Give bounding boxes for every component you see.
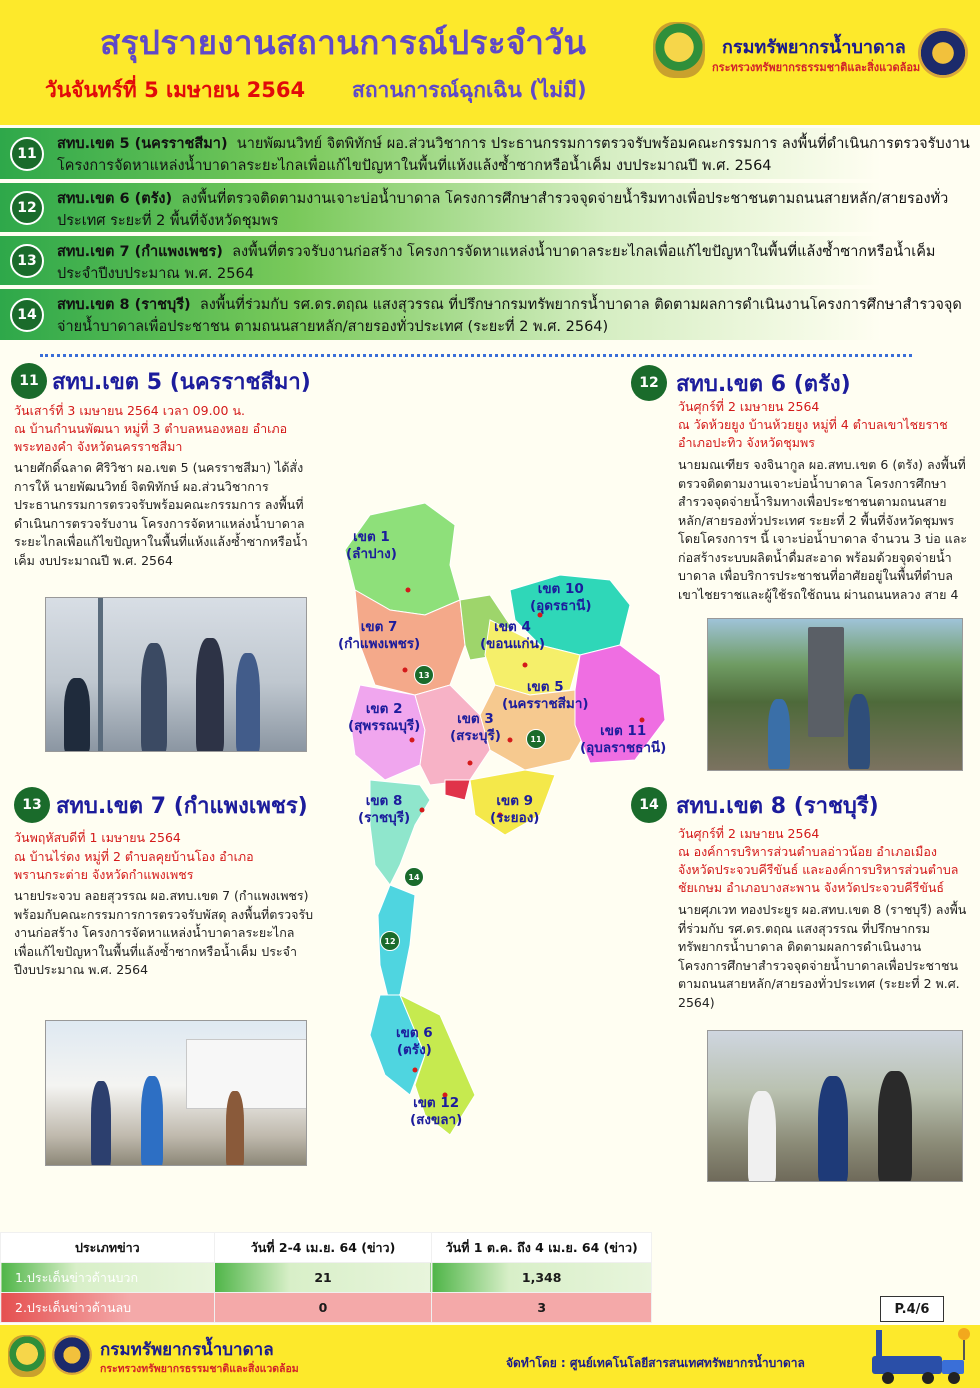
zone-label (346, 529, 397, 563)
department-seal-icon (653, 22, 705, 78)
column-header: วันที่ 1 ต.ค. ถึง 4 เม.ย. 64 (ข่าว) (432, 1233, 652, 1263)
thailand-region-map (330, 495, 670, 1155)
drill-rig (808, 627, 844, 737)
department-name: กรมทรัพยากรน้ำบาดาล (722, 37, 906, 58)
page-number: P.4/6 (880, 1296, 944, 1322)
section-place: ณ องค์การบริหารส่วนตำบลอ่าวน้อย อำเภอเมืองจังหวัดประจวบคีรีขันธ์ และองค์การบริหารส่วนตำบลชัยเกษม อำเภอบางสะพาน จังหวัดประจวบคีรีขันธ์ (678, 844, 959, 895)
section-date: วันศุกร์ที่ 2 เมษายน 2564 (678, 399, 820, 414)
column-header: ประเภทข่าว (1, 1233, 215, 1263)
ministry-emblem-icon (918, 28, 968, 78)
table-row (1, 1263, 652, 1293)
news-category: 1.ประเด็นข่าวด้านบวก (1, 1263, 215, 1293)
section-number-badge: 11 (11, 363, 47, 399)
person-figure (878, 1071, 912, 1182)
person-figure (141, 1076, 163, 1166)
summary-item (0, 236, 980, 285)
zone-name: (อุดรธานี) (530, 598, 592, 614)
summary-text (57, 133, 972, 177)
summary-detail: ลงพื้นที่ตรวจรับงานก่อสร้าง โครงการจัดหาแหล่งน้ำบาดาลระยะไกลเพื่อแก้ไขปัญหาในพื้นที่แล้งซ้ำซากหรือน้ำเค็ม ประจำปีงบประมาณ พ.ศ. 2564 (57, 244, 936, 282)
report-title: สรุปรายงานสถานการณ์ประจำวัน (100, 23, 587, 62)
summary-text (57, 241, 972, 285)
summary-item (0, 183, 980, 232)
section-body: นายศักดิ์ฉลาด ศิริวิชา ผอ.เขต 5 (นครราชสีมา) ได้สั่งการให้ นายพัฒนวิทย์ จิตพิทักษ์ ผอ.ส่วนวิชาการ ประธานกรรมการตรวจรับพร้อมคณะกรรมการ ลงพื้นที่ดำเนินการตรวจรับงาน โครงการจัดหาแหล่งน้ำบาดาลระยะไกลเพื่อแก้ไขปัญหาในพื้นที่แห้งแล้งซ้ำซากหรือน้ำเค็ม งบประมาณปี พ.ศ. 2564 (14, 460, 308, 568)
zone-label (338, 619, 420, 653)
person-figure (64, 678, 90, 752)
province-dot (523, 663, 528, 668)
zone-label (480, 619, 545, 653)
zone-name: (ขอนแก่น) (480, 636, 546, 652)
news-count-recent: 21 (214, 1263, 432, 1293)
zone-label (358, 793, 410, 827)
news-count-total: 1,348 (432, 1263, 652, 1293)
table-header-row (1, 1233, 652, 1263)
department-seal-icon (8, 1335, 46, 1377)
field-photo (45, 1020, 307, 1166)
zone-name: (กำแพงเพชร) (338, 636, 421, 652)
person-figure (818, 1076, 848, 1182)
field-photo (707, 618, 963, 771)
table-row (1, 1293, 652, 1323)
section-place: ณ บ้านไร่ดง หมู่ที่ 2 ตำบลคุยบ้านโอง อำเภอพรานกระต่าย จังหวัดกำแพงเพชร (14, 849, 254, 882)
person-figure (848, 694, 870, 769)
news-count-total: 3 (432, 1293, 652, 1323)
zone-label (410, 1095, 462, 1129)
summary-number-badge: 14 (10, 298, 44, 332)
zone-name: (ราชบุรี) (358, 810, 411, 826)
zone-number: เขต 6 (396, 1025, 433, 1041)
section-number-badge: 13 (14, 787, 50, 823)
zone-label (502, 679, 589, 713)
zone-name: (สระบุรี) (450, 728, 501, 744)
zone-name: (ลำปาง) (346, 546, 397, 562)
section-title: สทบ.เขต 5 (นครราชสีมา) (52, 370, 311, 395)
summary-office: สทบ.เขต 6 (ตรัง) (57, 191, 173, 207)
zone-number: เขต 5 (526, 679, 564, 695)
zone-number: เขต 2 (365, 701, 403, 717)
province-dot (508, 738, 513, 743)
summary-number-badge: 13 (10, 244, 44, 278)
summary-number-badge: 11 (10, 137, 44, 171)
person-figure (768, 699, 790, 769)
summary-detail: นายพัฒนวิทย์ จิตพิทักษ์ ผอ.ส่วนวิชาการ ประธานกรรมการตรวจรับพร้อมคณะกรรมการ ลงพื้นที่ดำเนินการตรวจรับงาน โครงการจัดหาแหล่งน้ำบาดาลระยะไกลเพื่อแก้ไขปัญหาในพื้นที่แห้งแล้งซ้ำซากหรือน้ำเค็ม งบประมาณปี พ.ศ. 2564 (57, 136, 970, 174)
footer-ministry-name: กระทรวงทรัพยากรธรรมชาติและสิ่งแวดล้อม (100, 1363, 299, 1375)
summary-text (57, 188, 972, 232)
person-figure (91, 1081, 111, 1166)
zone-name: (ระยอง) (490, 810, 540, 826)
zone-number: เขต 3 (457, 711, 494, 727)
zone-number: เขต 9 (496, 793, 534, 809)
section-number-badge: 12 (631, 365, 667, 401)
emergency-status: สถานการณ์ฉุกเฉิน (ไม่มี) (352, 78, 587, 102)
section-body: นายมณเฑียร จงจินากูล ผอ.สทบ.เขต 6 (ตรัง) ลงพื้นที่ตรวจติดตามงานเจาะบ่อน้ำบาดาล โครงการศึกษาสำรวจจุดจ่ายน้ำริมทางเพื่อประชาชนตามถนนสายหลัก/สายรองทั่วประเทศ ระยะที่ 2 พื้นที่จังหวัดชุมพร โดยโครงการฯ นี้ เจาะบ่อน้ำบาดาล จำนวน 3 บ่อ และก่อสร้างระบบผลิตน้ำดื่มสะอาด พร้อมด้วยจุดจ่ายน้ำบาดาล เพื่อบริการประชาชนที่อาศัยอยู่ในพื้นที่ตำบลเขาไชยราชและผู้ใช้รถใช้ถนน ผ่านถนนหลวง สาย 4 (678, 457, 968, 602)
province-dot (413, 1068, 418, 1073)
section-divider (40, 354, 912, 357)
summary-item (0, 289, 980, 340)
report-date: วันจันทร์ที่ 5 เมษายน 2564 (45, 78, 306, 102)
person-figure (141, 643, 167, 752)
section-date: วันศุกร์ที่ 2 เมษายน 2564 (678, 826, 820, 841)
section-title: สทบ.เขต 6 (ตรัง) (676, 372, 851, 397)
field-photo (45, 597, 307, 752)
province-dot (403, 668, 408, 673)
section-date: วันพฤหัสบดีที่ 1 เมษายน 2564 (14, 830, 181, 845)
zone-label (396, 1025, 433, 1059)
zone-label (530, 581, 592, 615)
summary-office: สทบ.เขต 8 (ราชบุรี) (57, 297, 191, 313)
person-figure (226, 1091, 244, 1166)
province-dot (406, 588, 411, 593)
zone-label (348, 701, 420, 735)
zone-name: (อุบลราชธานี) (580, 740, 667, 756)
column-header: วันที่ 2-4 เม.ย. 64 (ข่าว) (214, 1233, 432, 1263)
zone-number: เขต 10 (537, 581, 584, 597)
summary-number-badge: 12 (10, 191, 44, 225)
section-number-badge: 14 (631, 787, 667, 823)
zone-name: (นครราชสีมา) (502, 696, 589, 712)
summary-text (57, 294, 972, 338)
section-place: ณ วัดห้วยยูง บ้านห้วยยูง หมู่ที่ 4 ตำบลเขาไชยราช อำเภอปะทิว จังหวัดชุมพร (678, 417, 948, 450)
zone-label (580, 723, 666, 757)
section-date: วันเสาร์ที่ 3 เมษายน 2564 เวลา 09.00 น. (14, 403, 245, 418)
ministry-name: กระทรวงทรัพยากรธรรมชาติและสิ่งแวดล้อม (712, 61, 921, 74)
map-marker-14: 14 (404, 867, 424, 887)
zone-number: เขต 12 (413, 1095, 460, 1111)
zone-label (490, 793, 539, 827)
section-place: ณ บ้านกำนนพัฒนา หมู่ที่ 3 ตำบลหนองหอย อำเภอพระทองคำ จังหวัดนครราชสีมา (14, 421, 288, 454)
province-dot (468, 761, 473, 766)
section-title: สทบ.เขต 7 (กำแพงเพชร) (56, 794, 308, 819)
summary-detail: ลงพื้นที่ตรวจติดตามงานเจาะบ่อน้ำบาดาล โครงการศึกษาสำรวจจุดจ่ายน้ำริมทางเพื่อประชาชนตามถนนสายหลัก/สายรองทั่วประเทศ ระยะที่ 2 พื้นที่จังหวัดชุมพร (57, 191, 949, 229)
zone-name: (สงขลา) (410, 1112, 463, 1128)
zone-number: เขต 11 (600, 723, 647, 739)
ministry-emblem-icon (52, 1335, 92, 1375)
map-marker-11: 11 (526, 729, 546, 749)
summary-item (0, 128, 980, 179)
section-title: สทบ.เขต 8 (ราชบุรี) (676, 794, 879, 819)
building (186, 1039, 307, 1109)
news-stats-table (0, 1232, 652, 1323)
person-figure (196, 638, 224, 752)
zone-name: (สุพรรณบุรี) (348, 718, 421, 734)
zone-number: เขต 4 (494, 619, 531, 635)
summary-office: สทบ.เขต 7 (กำแพงเพชร) (57, 244, 223, 260)
section-body: นายประจวบ ลอยสุวรรณ ผอ.สทบ.เขต 7 (กำแพงเพชร) พร้อมกับคณะกรรมการการตรวจรับพัสดุ ลงพื้นที่ตรวจรับงานก่อสร้าง โครงการจัดหาแหล่งน้ำบาดาลระยะไกลเพื่อแก้ไขปัญหาในพื้นที่แล้งซ้ำซากหรือน้ำเค็ม ประจำปีงบประมาณ พ.ศ. 2564 (14, 888, 314, 977)
zone-number: เขต 8 (365, 793, 403, 809)
drill-truck-icon (868, 1326, 973, 1386)
zone-label (450, 711, 501, 745)
person-figure (236, 653, 260, 752)
person-figure (748, 1091, 776, 1182)
map-marker-13: 13 (414, 665, 434, 685)
map-marker-12: 12 (380, 931, 400, 951)
organizer-credit: จัดทำโดย : ศูนย์เทคโนโลยีสารสนเทศทรัพยากรน้ำบาดาล (506, 1356, 805, 1370)
province-dot (420, 808, 425, 813)
section-body: นายศุภเวท ทองประยูร ผอ.สทบ.เขต 8 (ราชบุรี) ลงพื้นที่ร่วมกับ รศ.ดร.ตฤณ แสงสุวรรณ ที่ปรึกษากรมทรัพยากรน้ำบาดาล ติดตามผลการดำเนินงานโครงการศึกษาสำรวจจุดจ่ายน้ำบาดาลเพื่อประชาชนตามถนนสายหลัก/สายรองทั่วประเทศ (ระยะที่ 2 พ.ศ. 2564) (678, 902, 967, 1010)
zone-number: เขต 7 (360, 619, 398, 635)
news-count-recent: 0 (214, 1293, 432, 1323)
summary-detail: ลงพื้นที่ร่วมกับ รศ.ดร.ตฤณ แสงสุวรรณ ที่ปรึกษากรมทรัพยากรน้ำบาดาล ติดตามผลการดำเนินงานโครงการศึกษาสำรวจจุดจ่ายน้ำบาดาลเพื่อประชาชน ตามถนนสายหลัก/สายรองทั่วประเทศ (ระยะที่ 2 พ.ศ. 2564) (57, 297, 962, 335)
field-photo (707, 1030, 963, 1182)
footer-department-name: กรมทรัพยากรน้ำบาดาล (100, 1340, 274, 1360)
news-category: 2.ประเด็นข่าวด้านลบ (1, 1293, 215, 1323)
summary-office: สทบ.เขต 5 (นครราชสีมา) (57, 136, 228, 152)
province-dot (640, 718, 645, 723)
zone-number: เขต 1 (353, 529, 390, 545)
zone-name: (ตรัง) (396, 1042, 432, 1058)
bangkok-area (445, 780, 470, 800)
province-dot (410, 738, 415, 743)
